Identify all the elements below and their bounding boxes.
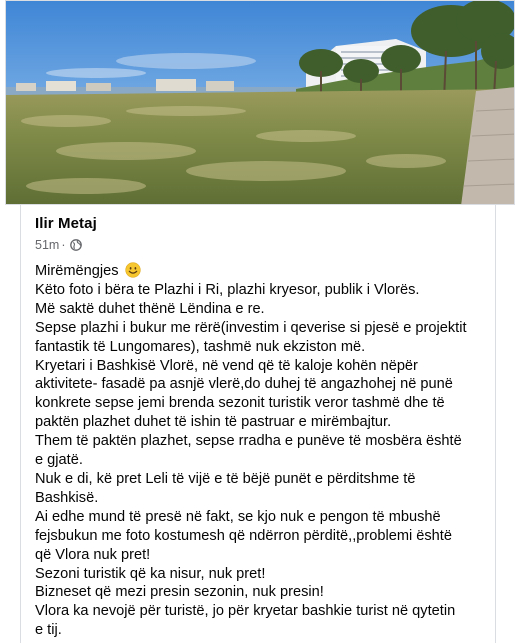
post-meta bbox=[35, 238, 82, 252]
post-line: paktën plazhet duhet të ishin të pastruar e mirëmbajtur. bbox=[35, 414, 392, 431]
post-line: Them të paktën plazhet, sepse rradha e punëve të mosbëra është bbox=[35, 433, 462, 450]
greeting-line bbox=[35, 262, 493, 281]
post-body bbox=[35, 262, 493, 640]
globe-icon[interactable] bbox=[70, 239, 82, 251]
post-line: Kryetari i Bashkisë Vlorë, në vend që të kaloje kohën nëpër bbox=[35, 357, 418, 374]
post-time[interactable]: 51m bbox=[35, 238, 60, 252]
beach-photo bbox=[6, 1, 515, 205]
post-line: e tij. bbox=[35, 622, 62, 639]
post-line: fantastik të Lungomares), tashmë nuk ekziston më. bbox=[35, 338, 366, 355]
post-line: fejsbukun me foto kostumesh që ndërron përditë,,problemi është bbox=[35, 527, 452, 544]
post-line: që Vlora nuk pret! bbox=[35, 546, 151, 563]
greeting-text: Mirëmëngjes bbox=[35, 263, 119, 279]
post-line: Sezoni turistik që ka nisur, nuk pret! bbox=[35, 565, 266, 582]
post-line: Sepse plazhi i bukur me rërë(investim i qeverise si pjesë e projektit bbox=[35, 319, 467, 336]
post-author[interactable]: Ilir Metaj bbox=[35, 215, 97, 232]
post-card bbox=[20, 205, 496, 643]
meta-separator: · bbox=[61, 238, 66, 252]
post-line: Ai edhe mund të presë në fakt, se kjo nuk e pengon të mbushë bbox=[35, 508, 441, 525]
smile-icon bbox=[125, 262, 141, 278]
post-line: e gjatë. bbox=[35, 452, 83, 469]
post-line: Bashkisë. bbox=[35, 489, 99, 506]
post-line: Bizneset që mezi presin sezonin, nuk presin! bbox=[35, 584, 324, 601]
post-line: Nuk e di, kë pret Leli të vijë e të bëjë punët e përditshme të bbox=[35, 470, 416, 487]
post-line: Më saktë duhet thënë Lëndina e re. bbox=[35, 300, 265, 317]
post-line: aktivitete- fasadë pa asnjë vlerë,do duhej të angazhohej në punë bbox=[35, 376, 453, 393]
post-line: konkrete sepse jemi brenda sezonit turistik veror tashmë dhe të bbox=[35, 395, 445, 412]
post-line: Vlora ka nevojë për turistë, jo për kryetar bashkie turist në qytetin bbox=[35, 603, 456, 620]
post-photo[interactable] bbox=[5, 0, 515, 205]
post-line: Këto foto i bëra te Plazhi i Ri, plazhi kryesor, publik i Vlorës. bbox=[35, 281, 420, 298]
